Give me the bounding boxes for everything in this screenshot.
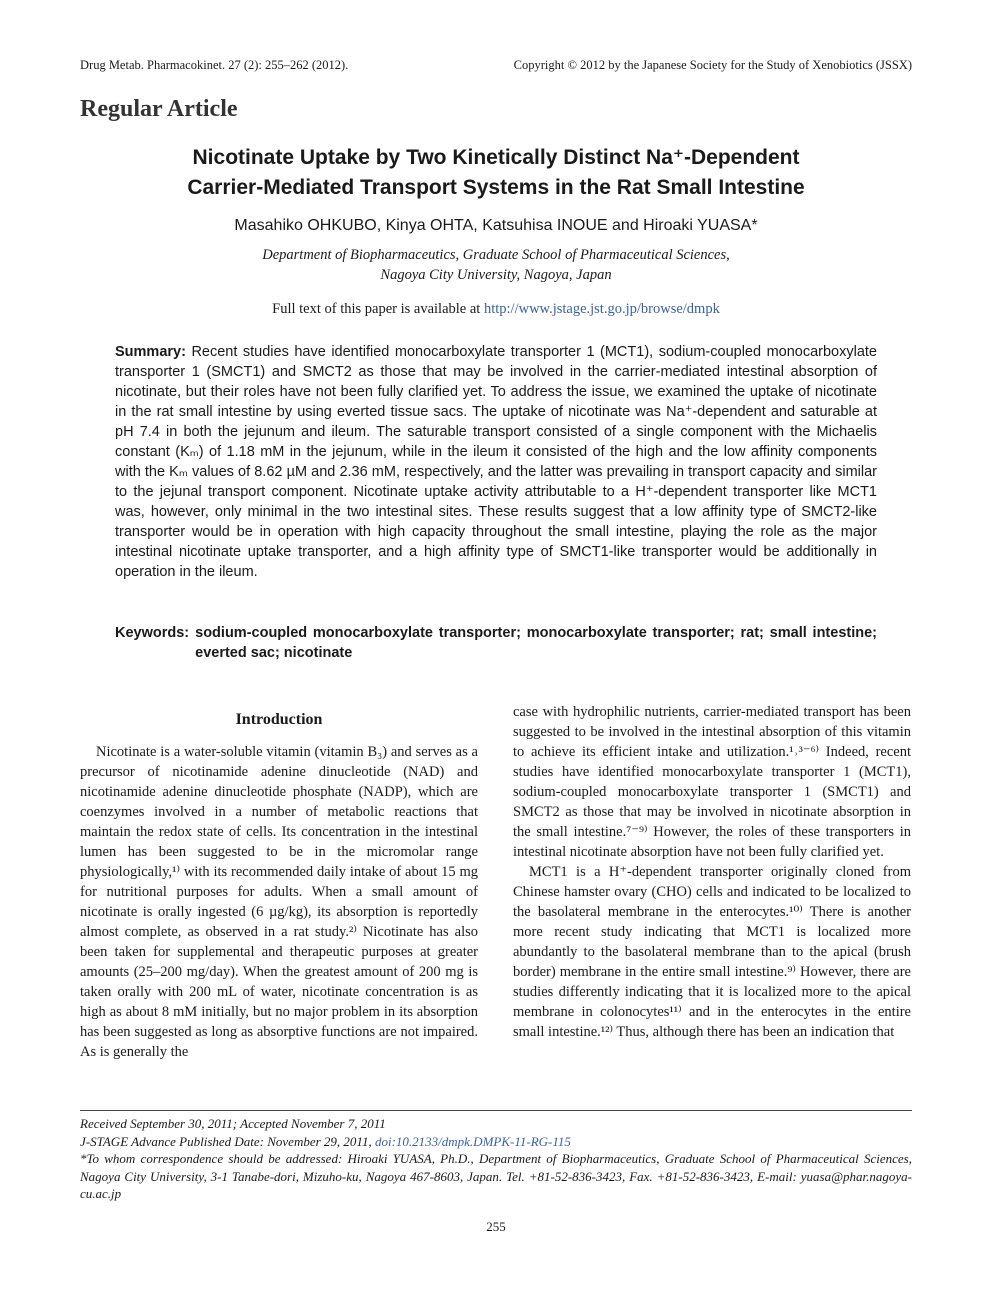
fulltext-notice [80, 301, 912, 318]
correspondence: *To whom correspondence should be addressed: Hiroaki YUASA, Ph.D., Department of Biopharmaceutics, Graduate School of Pharmaceutical Sciences, Nagoya City University, 3-1 Tanabe-dori, Mizuho-ku, Nagoya 467-8603, Japan. Tel. +81-52-836-3423, Fax. +81-52-836-3423, E-mail: yuasa@phar.nagoya-cu.ac.jp [80, 1151, 912, 1201]
keywords [115, 623, 877, 663]
article-title [80, 143, 912, 203]
section-label: Regular Article [80, 96, 238, 122]
copyright-notice: Copyright © 2012 by the Japanese Society for the Study of Xenobiotics (JSSX) [513, 58, 912, 72]
abstract [115, 342, 877, 582]
intro-paragraph-1-continued: case with hydrophilic nutrients, carrier-mediated transport has been suggested to be involved in the intestinal absorption of this vitamin to achieve its efficient intake and utilization.¹˒³⁻⁶⁾ Indeed, recent studies have identified monocarboxylate transporter 1 (MCT1), sodium-coupled monocarboxylate transporter 1 (SMCT1) and SMCT2 as those that may be involved in nicotinate absorption in the small intestine.⁷⁻⁹⁾ However, the roles of these transporters in intestinal nicotinate absorption have not been fully clarified yet. [513, 704, 911, 860]
right-column [513, 702, 911, 1042]
author-list: Masahiko OHKUBO, Kinya OHTA, Katsuhisa INOUE and Hiroaki YUASA* [234, 217, 758, 234]
introduction-heading: Introduction [235, 711, 323, 728]
title-line-1: Nicotinate Uptake by Two Kinetically Distinct Na⁺-Dependent [192, 146, 800, 169]
left-column [80, 742, 478, 1062]
fulltext-prefix: Full text of this paper is available at [272, 301, 484, 317]
affiliation-line-1: Department of Biopharmaceutics, Graduate School of Pharmaceutical Sciences, [262, 247, 730, 263]
keywords-text: sodium-coupled monocarboxylate transporter; monocarboxylate transporter; rat; small intestine; everted sac; nicotinate [195, 625, 877, 661]
intro-paragraph-2: MCT1 is a H⁺-dependent transporter originally cloned from Chinese hamster ovary (CHO) cells and indicated to be localized to the basolateral membrane in the enterocytes.¹⁰⁾ There is another more recent study indicating that MCT1 is localized more abundantly to the basolateral membrane than to the apical (brush border) membrane in the entire small intestine.⁹⁾ However, there are studies differently indicating that it is localized more to the apical membrane in colonocytes¹¹⁾ and in the enterocytes in the entire small intestine.¹²⁾ Thus, although there has been an indication that [513, 864, 911, 1040]
footnotes [80, 1115, 912, 1203]
advance-publication [80, 1133, 912, 1151]
received-dates: Received September 30, 2011; Accepted November 7, 2011 [80, 1116, 386, 1131]
summary-label: Summary: [115, 344, 186, 360]
summary-text: Recent studies have identified monocarboxylate transporter 1 (MCT1), sodium-coupled monocarboxylate transporter 1 (SMCT1) and SMCT2 as those that may be involved in the carrier-mediated intestinal absorption of nicotinate, but their roles have not been fully clarified yet. To address the issue, we examined the uptake of nicotinate in the rat small intestine by using everted tissue sacs. The uptake of nicotinate was Na⁺-dependent and saturable at pH 7.4 in both the jejunum and ileum. The saturable transport consisted of a single component with the Michaelis constant (Kₘ) of 1.18 mM in the jejunum, while in the ileum it consisted of the high and the low affinity components with the Kₘ values of 8.62 µM and 2.36 mM, respectively, and the latter was prevailing in transport capacity and similar to the jejunal transport component. Nicotinate uptake activity attributable to a H⁺-dependent transporter like MCT1 was, however, only minimal in the two intestinal sites. These results suggest that a low affinity type of SMCT2-like transporter would be in operation with high capacity throughout the small intestine, playing the role as the major intestinal nicotinate uptake transporter, and a high affinity type of SMCT1-like transporter would be additionally in operation in the ileum. [115, 344, 877, 580]
footnote-divider [80, 1110, 912, 1111]
page-number: 255 [486, 1219, 506, 1234]
affiliation [80, 245, 912, 285]
journal-citation: Drug Metab. Pharmacokinet. 27 (2): 255–262 (2012). [80, 58, 349, 72]
affiliation-line-2: Nagoya City University, Nagoya, Japan [380, 267, 612, 283]
intro-paragraph-1: Nicotinate is a water-soluble vitamin (vitamin B₃) and serves as a precursor of nicotinamide adenine dinucleotide (NAD) and nicotinamide adenine dinucleotide phosphate (NADP), which are coenzymes involved in a number of metabolic reactions that maintain the redox state of cells. Its concentration in the intestinal lumen has been suggested to be in the micromolar range physiologically,¹⁾ with its recommended daily intake of about 15 mg for nutritional purposes for adults. When a small amount of nicotinate is orally ingested (6 µg/kg), its absorption is reportedly almost complete, as observed in a rat study.²⁾ Nicotinate has also been taken for supplemental and therapeutic purposes at greater amounts (25–200 mg/day). When the greatest amount of 200 mg is taken orally with 200 mL of water, nicotinate concentration is as high as about 8 mM initially, but no major problem in its absorption has been suggested as long as absorptive functions are not impaired. As is generally the [80, 744, 478, 1060]
keywords-label: Keywords: [115, 625, 190, 641]
fulltext-link[interactable]: http://www.jstage.jst.go.jp/browse/dmpk [483, 301, 720, 317]
advance-prefix: J-STAGE Advance Published Date: November 29, 2011, [80, 1133, 375, 1149]
title-line-2: Carrier-Mediated Transport Systems in the Rat Small Intestine [187, 176, 805, 199]
doi-link[interactable]: doi:10.2133/dmpk.DMPK-11-RG-115 [374, 1133, 571, 1149]
